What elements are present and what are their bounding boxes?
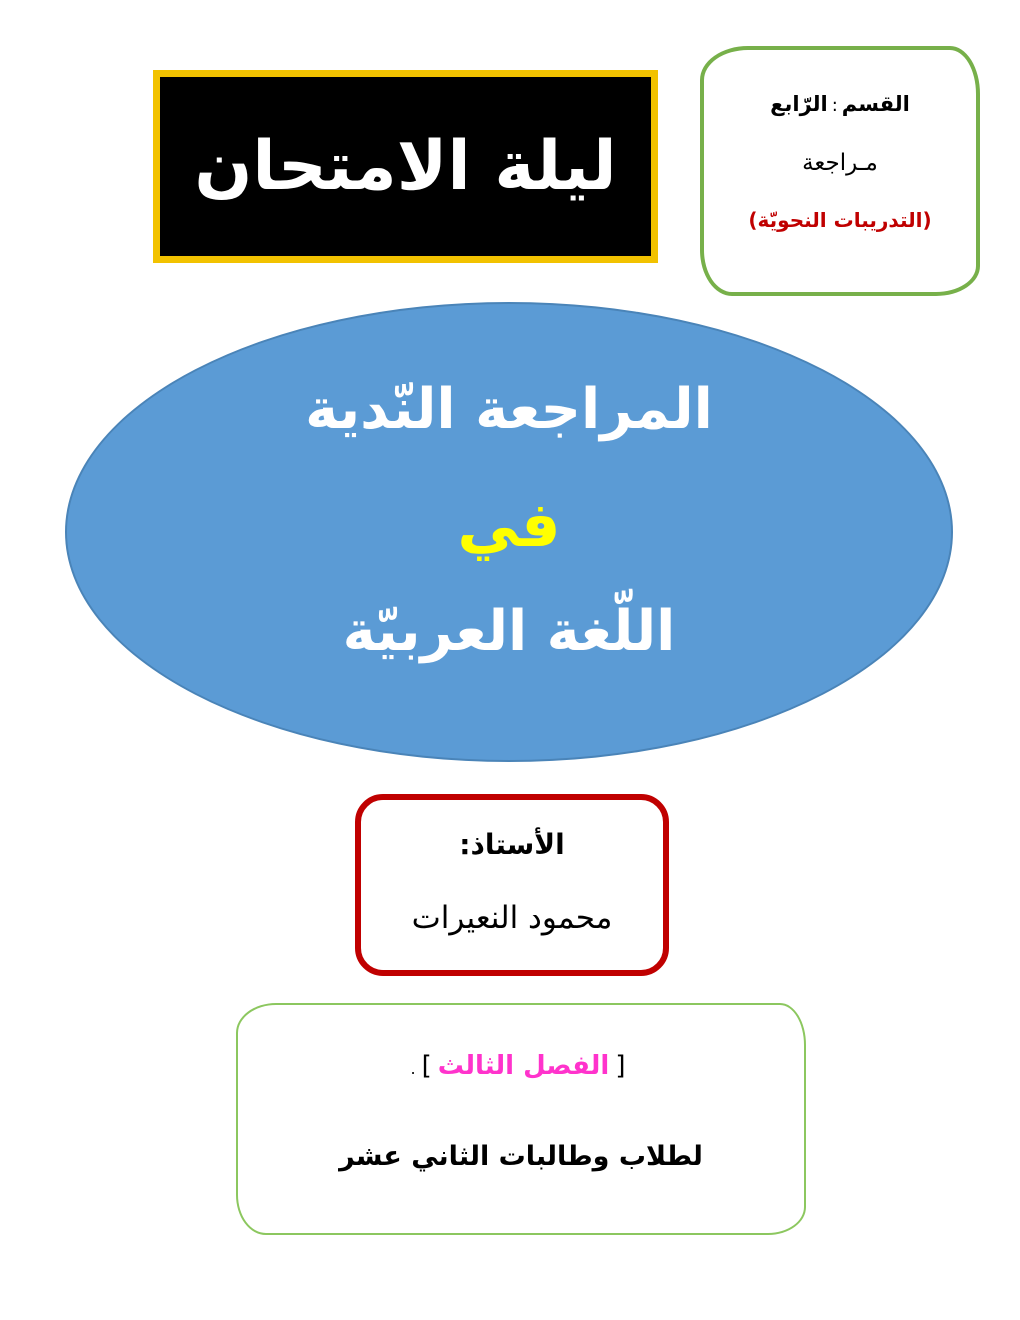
- chapter-line: [238, 1051, 804, 1081]
- section-value: الرّابع: [770, 92, 828, 116]
- title-banner: [153, 70, 658, 263]
- ellipse-line-review: المراجعة النّدية: [305, 377, 713, 442]
- audience-text: لطلاب وطالبات الثاني عشر: [339, 1141, 703, 1172]
- chapter-title: الفصل الثالث: [437, 1051, 610, 1081]
- bracket-open: [: [615, 1051, 626, 1081]
- teacher-label: الأستاذ:: [459, 828, 565, 861]
- chapter-period: .: [410, 1059, 416, 1078]
- section-separator: :: [831, 95, 838, 116]
- page-title: ليلة الامتحان: [194, 126, 617, 206]
- teacher-name: محمود النعيرات: [411, 900, 613, 936]
- section-info-box: [700, 46, 980, 296]
- teacher-box: [355, 794, 669, 976]
- section-subtitle: مـراجعة: [802, 150, 878, 176]
- section-line: [704, 92, 976, 116]
- section-topic: (التدريبات النحويّة): [748, 208, 932, 232]
- ellipse-line-in: في: [457, 488, 561, 561]
- audience-box: [236, 1003, 806, 1235]
- section-label: القسم: [841, 92, 910, 116]
- ellipse-line-language: اللّغة العربيّة: [342, 599, 676, 664]
- review-ellipse: [65, 302, 953, 762]
- bracket-close: ]: [421, 1051, 432, 1081]
